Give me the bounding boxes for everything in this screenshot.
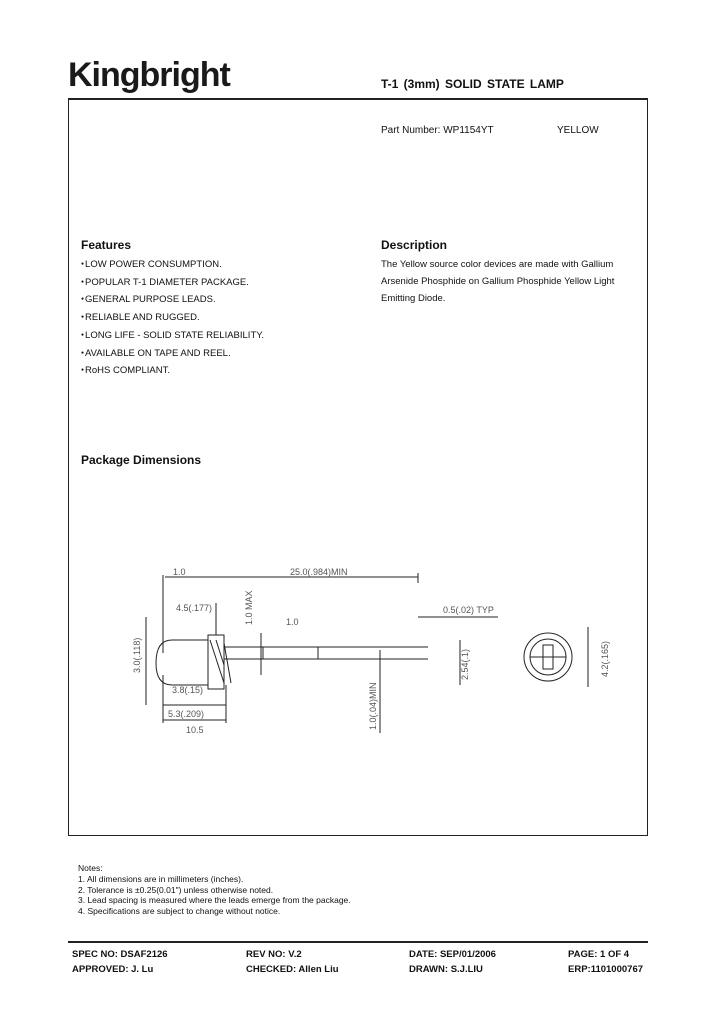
- package-heading: Package Dimensions: [81, 453, 202, 467]
- description-text: [381, 256, 631, 307]
- feature-item: ● RELIABLE AND RUGGED.: [81, 309, 264, 327]
- description-line: The Yellow source color devices are made with Gallium: [381, 259, 614, 270]
- feature-item: ● LONG LIFE - SOLID STATE RELIABILITY.: [81, 327, 264, 345]
- features-heading: Features: [81, 238, 132, 252]
- notes-line: 4. Specifications are subject to change without notice.: [78, 906, 281, 917]
- notes-line: 2. Tolerance is ±0.25(0.01") unless otherwise noted.: [78, 884, 274, 895]
- dim-label: 1.0 MAX: [244, 590, 254, 625]
- dim-label: 25.0(.984)MIN: [290, 567, 348, 577]
- dim-label: 3.8(.15): [172, 685, 204, 695]
- features-list: [81, 256, 264, 380]
- dim-label: 5.3(.209): [168, 709, 205, 719]
- feature-item: ● RoHS COMPLIANT.: [81, 362, 264, 380]
- dim-label: 0.5(.02) TYP: [443, 605, 494, 615]
- drawn-by: DRAWN: S.J.LIU: [409, 964, 483, 975]
- revision-number: REV NO: V.2: [246, 949, 302, 960]
- feature-item: ● POPULAR T-1 DIAMETER PACKAGE.: [81, 274, 264, 292]
- approved-by: APPROVED: J. Lu: [72, 964, 154, 975]
- notes-line: 3. Lead spacing is measured where the leads emerge from the package.: [78, 895, 351, 906]
- led-body-outline: [156, 640, 208, 685]
- dim-label: 3.0(.118): [132, 637, 142, 673]
- spec-number: SPEC NO: DSAF2126: [72, 949, 168, 960]
- company-logo: Kingbright: [68, 56, 230, 94]
- dim-label: 10.5: [186, 725, 204, 735]
- emitting-color: YELLOW: [557, 125, 599, 136]
- part-number: Part Number: WP1154YT: [381, 125, 494, 136]
- description-line: Emitting Diode.: [381, 293, 446, 304]
- notes-line: 1. All dimensions are in millimeters (inches).: [78, 873, 244, 884]
- dim-label: 1.0: [286, 617, 299, 627]
- led-flange: [208, 635, 224, 689]
- dim-label: 1.0(.04)MIN: [368, 682, 378, 730]
- notes-line: Notes:: [78, 863, 103, 873]
- dim-label: 2.54(.1): [460, 648, 470, 680]
- dim-label: 1.0: [173, 567, 186, 577]
- dim-label: 4.2(.165): [600, 640, 610, 677]
- description-heading: Description: [381, 238, 448, 252]
- erp-number: ERP:1101000767: [568, 964, 644, 975]
- led-hatch: [224, 643, 231, 683]
- checked-by: CHECKED: Allen Liu: [246, 964, 339, 975]
- feature-item: ● AVAILABLE ON TAPE AND REEL.: [81, 345, 264, 363]
- feature-item: ● LOW POWER CONSUMPTION.: [81, 256, 264, 274]
- document-title: T-1 (3mm) SOLID STATE LAMP: [381, 77, 564, 91]
- footer-divider: [68, 941, 648, 943]
- description-line: Arsenide Phosphide on Gallium Phosphide Yellow Light: [381, 276, 615, 287]
- issue-date: DATE: SEP/01/2006: [409, 949, 496, 960]
- feature-item: ● GENERAL PURPOSE LEADS.: [81, 291, 264, 309]
- dim-label: 4.5(.177): [176, 603, 213, 613]
- notes-block: [78, 863, 351, 917]
- led-hatch: [210, 640, 224, 683]
- package-dimensions-drawing: [68, 555, 648, 755]
- page-number: PAGE: 1 OF 4: [568, 949, 630, 960]
